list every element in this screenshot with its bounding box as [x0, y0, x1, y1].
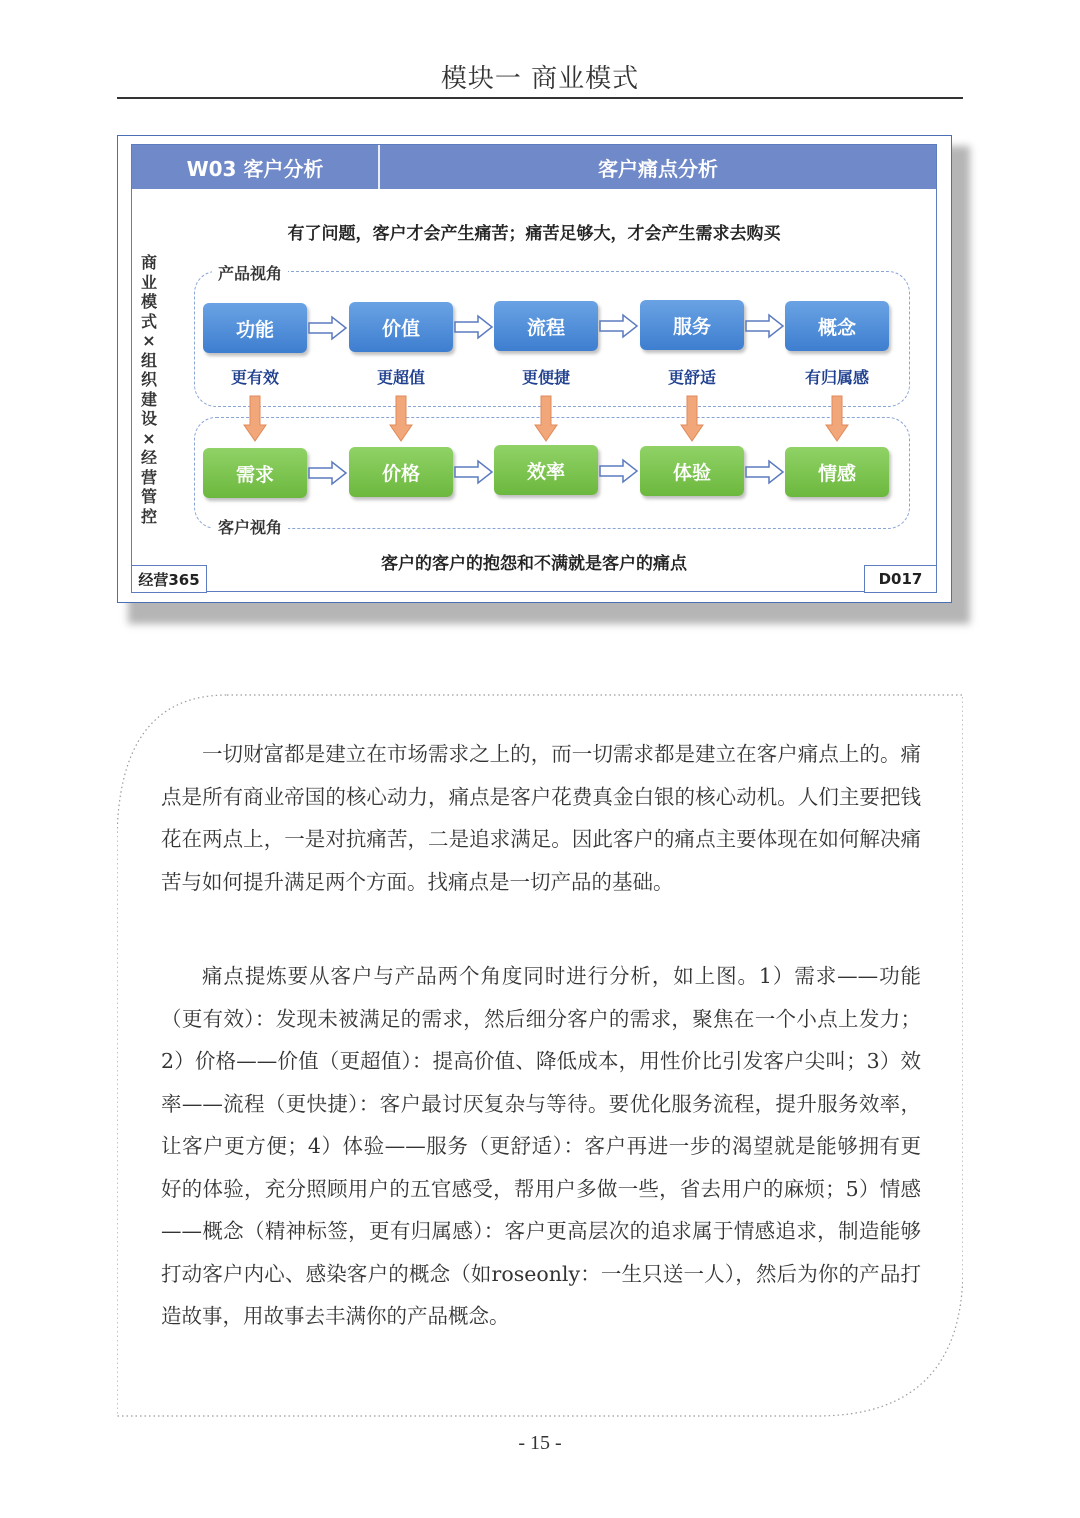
diagram-header	[132, 145, 936, 189]
page-title: 模块一 商业模式	[440, 64, 640, 94]
right-arrow-icon	[308, 460, 348, 486]
customer-node-efficiency: 效率	[494, 445, 598, 495]
customer-view-label: 客户视角	[212, 515, 288, 538]
page-number: - 15 -	[518, 1432, 562, 1454]
right-arrow-icon	[599, 313, 639, 339]
diagram-bottom-note: 客户的客户的抱怨和不满就是客户的痛点	[381, 554, 687, 574]
down-arrow-icon	[534, 395, 558, 443]
side-vertical-label: 商业模式×组织建设×经营管控	[140, 253, 157, 526]
product-sub-process: 更便捷	[521, 368, 570, 387]
product-sub-service: 更舒适	[667, 368, 716, 387]
customer-node-experience: 体验	[640, 446, 744, 496]
body-paragraph: 一切财富都是建立在市场需求之上的，而一切需求都是建立在客户痛点上的。痛点是所有商业帝国的核心动力，痛点是客户花费真金白银的核心动机。人们主要把钱花在两点上，一是对抗痛苦，二是追求满足。因此客户的痛点主要体现在如何解决痛苦与如何提升满足两个方面。找痛点是一切产品的基础。	[161, 742, 921, 894]
customer-node-demand: 需求	[203, 448, 307, 498]
diagram-card	[117, 135, 952, 603]
down-arrow-icon	[243, 395, 267, 443]
customer-node-emotion: 情感	[785, 447, 889, 497]
diagram-frame	[131, 144, 937, 592]
diagram-code-title: W03 客户分析	[132, 145, 380, 189]
down-arrow-icon	[825, 395, 849, 443]
product-node-function: 功能	[203, 303, 307, 353]
right-arrow-icon	[599, 458, 639, 484]
right-arrow-icon	[745, 459, 785, 485]
right-arrow-icon	[454, 314, 494, 340]
header-rule	[117, 97, 963, 99]
down-arrow-icon	[680, 395, 704, 443]
right-arrow-icon	[745, 313, 785, 339]
product-sub-concept: 有归属感	[804, 368, 869, 387]
product-node-service: 服务	[640, 300, 744, 350]
product-node-value: 价值	[349, 302, 453, 352]
diagram-subtitle: 有了问题，客户才会产生痛苦；痛苦足够大，才会产生需求去购买	[287, 224, 781, 244]
source-tag: 经营365	[131, 565, 207, 593]
right-arrow-icon	[308, 315, 348, 341]
product-sub-function: 更有效	[230, 368, 279, 387]
product-view-label: 产品视角	[212, 261, 288, 284]
text-panel	[117, 693, 963, 1418]
product-node-process: 流程	[494, 301, 598, 351]
body-paragraph: 痛点提炼要从客户与产品两个角度同时进行分析，如上图。1）需求——功能（更有效）：发现未被满足的需求，然后细分客户的需求，聚焦在一个小点上发力；2）价格——价值（更超值）：提高价值、降低成本，用性价比引发客户尖叫；3）效率——流程（更快捷）：客户最讨厌复杂与等待。要优化服务流程，提升服务效率，让客户更方便；4）体验——服务（更舒适）：客户再进一步的渴望就是能够拥有更好的体验，充分照顾用户的五官感受，帮用户多做一些，省去用户的麻烦；5）情感——概念（精神标签，更有归属感）：客户更高层次的追求属于情感追求，制造能够打动客户内心、感染客户的概念（如roseonly：一生只送一人），然后为你的产品打造故事，用故事去丰满你的产品概念。	[161, 964, 921, 1328]
diagram-id-tag: D017	[864, 565, 937, 593]
diagram-main-title: 客户痛点分析	[598, 156, 718, 181]
customer-node-price: 价格	[349, 447, 453, 497]
product-node-concept: 概念	[785, 301, 889, 351]
right-arrow-icon	[454, 459, 494, 485]
down-arrow-icon	[389, 395, 413, 443]
product-sub-value: 更超值	[376, 368, 425, 387]
